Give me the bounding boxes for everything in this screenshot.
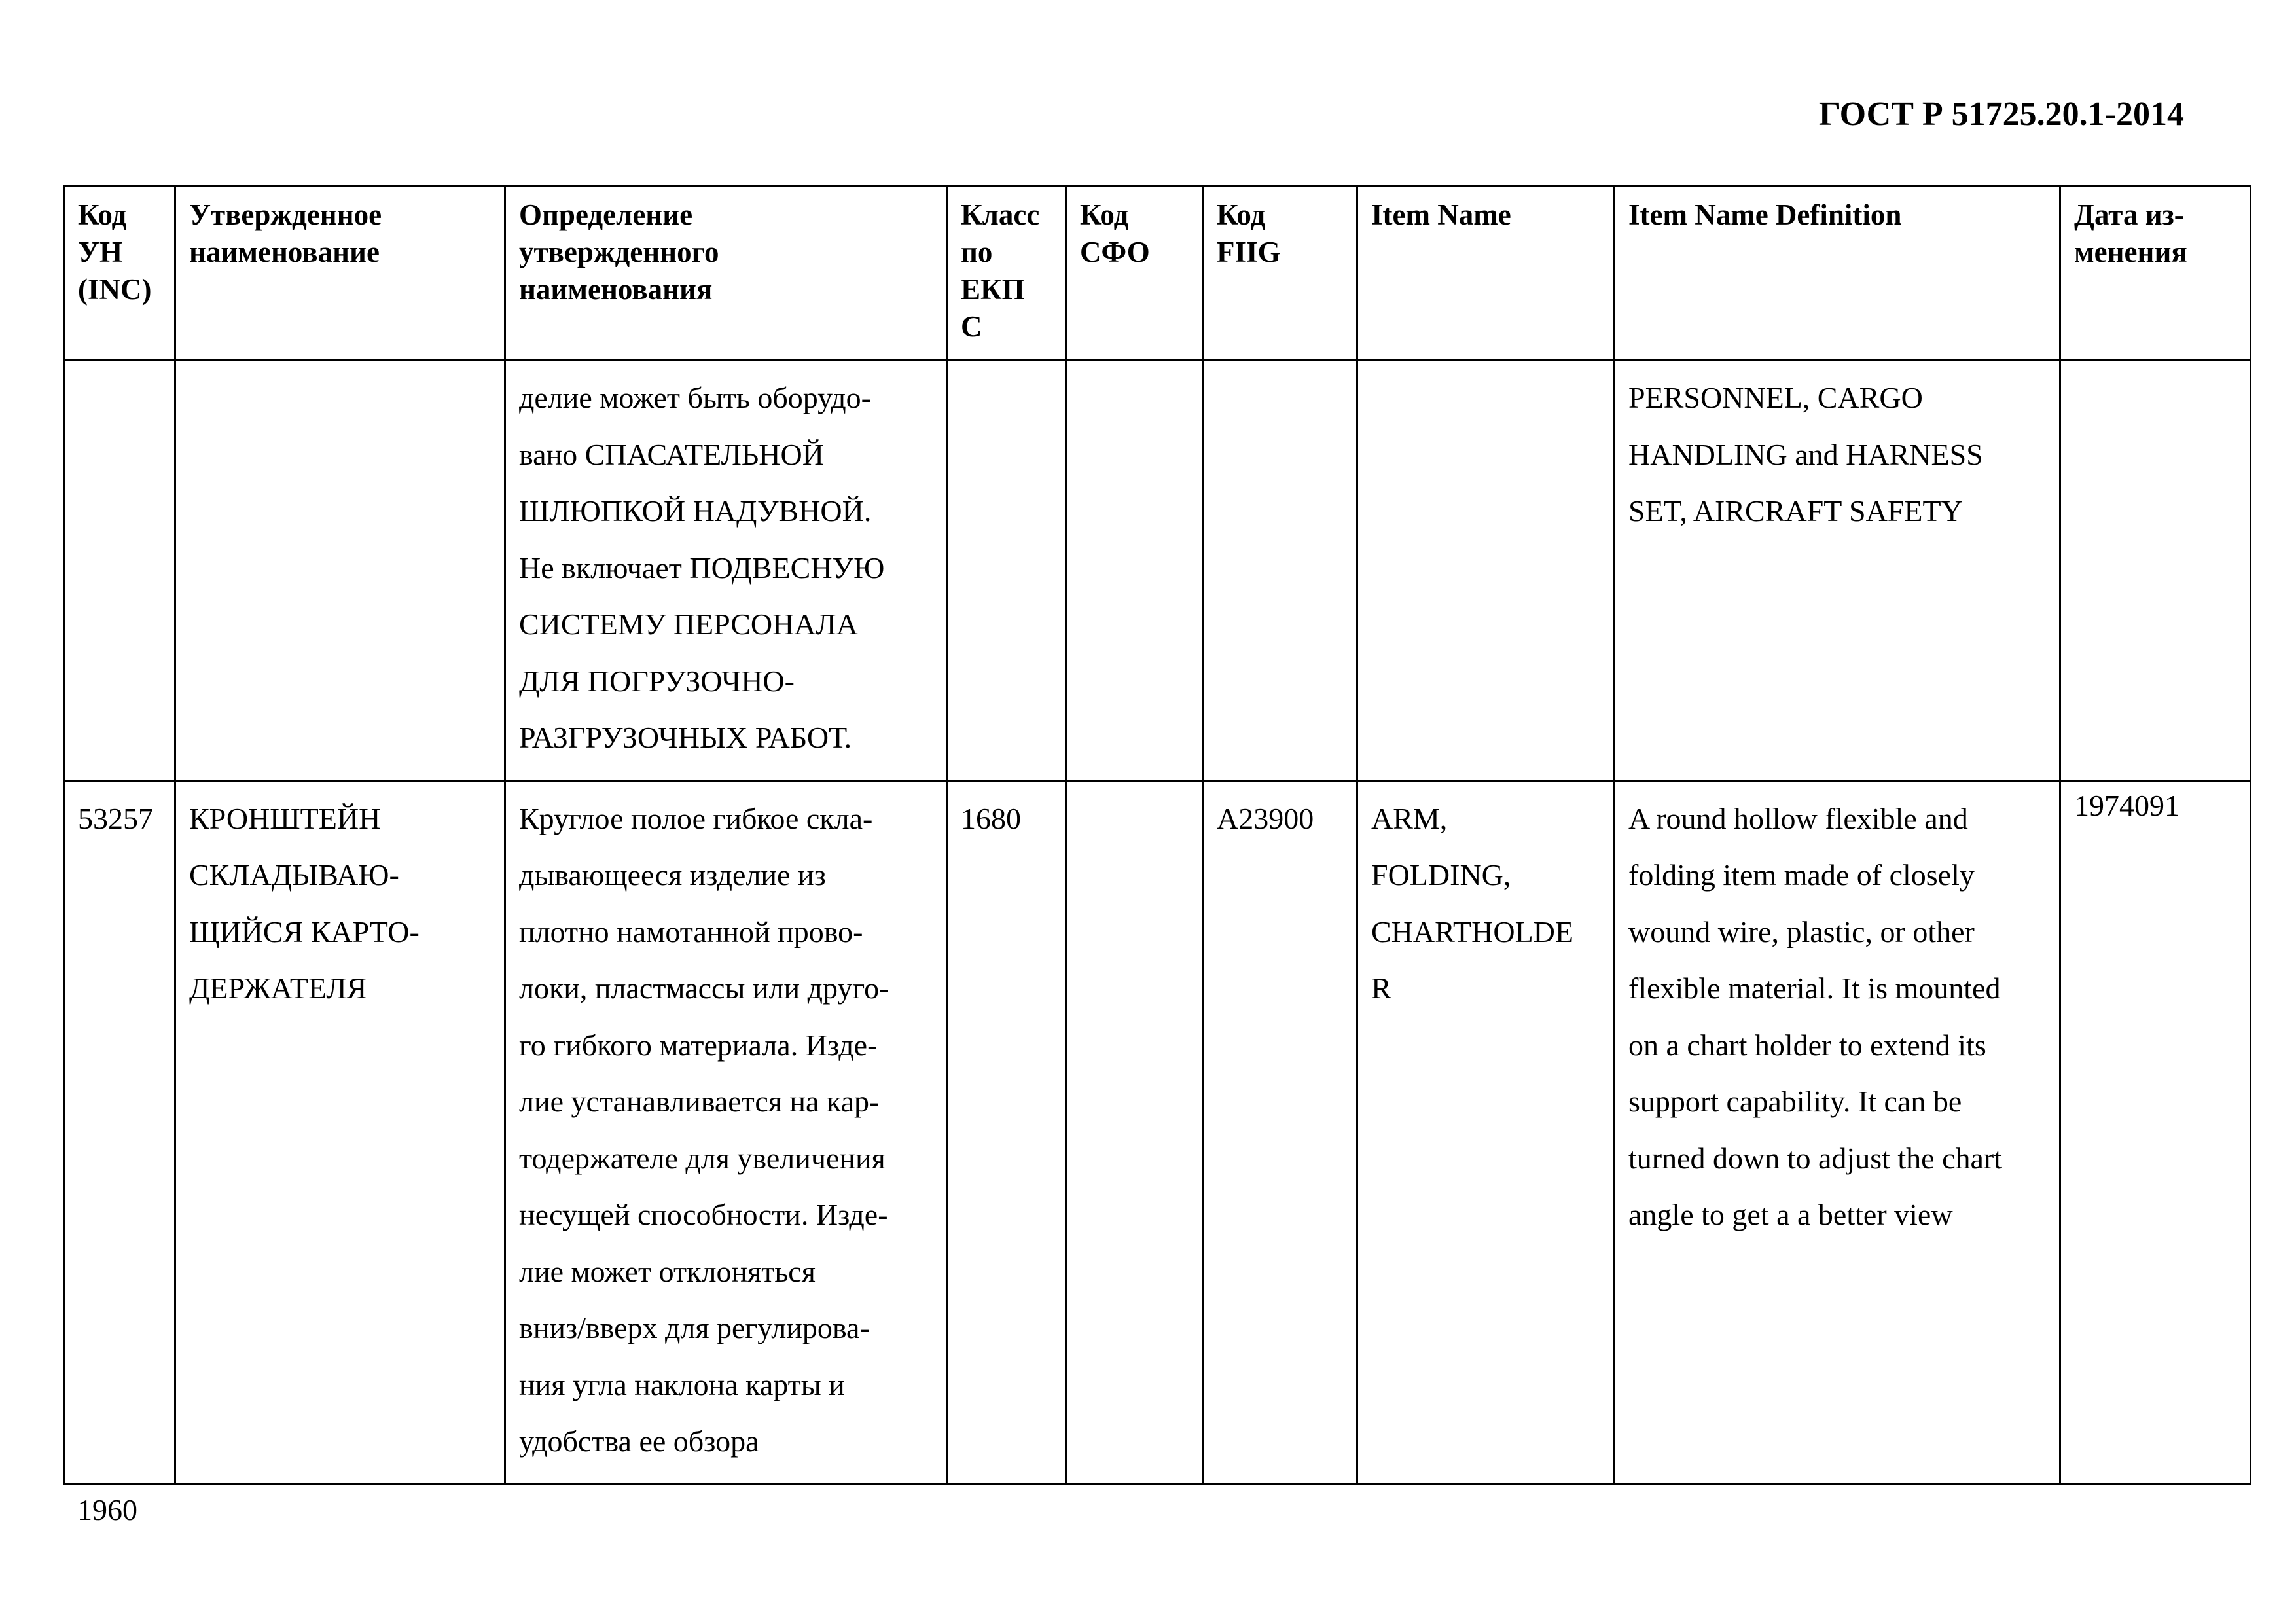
cell-text-line: локи, пластмассы или друго- (519, 971, 889, 1005)
cell-text-line: СФО (1080, 236, 1150, 268)
cell-text-line: удобства ее обзора (519, 1424, 759, 1458)
cell-text-line: ARM, (1371, 801, 1448, 835)
col-header-date (2060, 187, 2251, 360)
cell-approved-name (175, 360, 505, 781)
cell-definition (505, 780, 947, 1484)
cell-text-line: on a chart holder to extend its (1628, 1028, 1986, 1062)
cell-text-line: wound wire, plastic, or other (1628, 914, 1975, 948)
cell-text-line: плотно намотанной прово- (519, 914, 863, 948)
cell-item-name (1357, 780, 1615, 1484)
cell-text-line: Код (78, 198, 127, 231)
cell-item-name (1357, 360, 1615, 781)
cell-text-line: Круглое полое гибкое скла- (519, 801, 873, 835)
col-header-approved-name (175, 187, 505, 360)
cell-text-line: наименование (189, 236, 380, 268)
cell-text-line: по (961, 236, 993, 268)
cell-date (2060, 780, 2251, 1484)
cell-text-line: flexible material. It is mounted (1628, 971, 2001, 1005)
cell-text-line: тодержателе для увеличения (519, 1141, 886, 1175)
cell-text-line: СИСТЕМУ ПЕРСОНАЛА (519, 607, 858, 641)
cell-text-line: Не включает ПОДВЕСНУЮ (519, 550, 885, 585)
cell-text-line: делие может быть оборудо- (519, 381, 871, 414)
col-header-inc (64, 187, 175, 360)
cell-item-name-definition (1615, 780, 2060, 1484)
cell-text-line: лие устанавливается на кар- (519, 1085, 880, 1118)
cell-text-line: A23900 (1217, 801, 1314, 835)
cell-text-line: FIIG (1217, 236, 1281, 268)
col-header-class (947, 187, 1066, 360)
cell-text-line: утвержденного (519, 236, 719, 268)
cell-class (947, 360, 1066, 781)
cell-text-line: PERSONNEL, CARGO (1628, 381, 1923, 414)
cell-text-line: A round hollow flexible and (1628, 801, 1968, 835)
cell-text-line: R (1371, 971, 1391, 1005)
cell-text-line: FOLDING, (1371, 858, 1511, 892)
cell-text-line: ЩИЙСЯ КАРТО- (189, 914, 420, 948)
cell-text-line: support capability. It can be (1628, 1085, 1962, 1118)
cell-text-line: angle to get a a better view (1628, 1198, 1953, 1231)
cell-text-line: ДЕРЖАТЕЛЯ (189, 971, 367, 1005)
cell-text-line: менения (2074, 236, 2187, 268)
cell-text-line: ЕКП (961, 273, 1025, 306)
cell-text-line: Код (1217, 198, 1266, 231)
col-header-fiig (1203, 187, 1357, 360)
cell-text-line: несущей способности. Изде- (519, 1198, 888, 1231)
cell-text-line: вано СПАСАТЕЛЬНОЙ (519, 437, 824, 471)
table-row (64, 780, 2251, 1484)
cell-text-line: лие может отклоняться (519, 1254, 816, 1288)
cell-text-line: Класс (961, 198, 1040, 231)
cell-text-line: folding item made of closely (1628, 858, 1975, 892)
cell-text-line: (INC) (78, 273, 152, 306)
cell-text-line: ДЛЯ ПОГРУЗОЧНО- (519, 664, 795, 698)
cell-text-line: наименования (519, 273, 713, 306)
cell-date (2060, 360, 2251, 781)
col-header-definition (505, 187, 947, 360)
page-number: 1960 (77, 1493, 137, 1526)
cell-sfo (1066, 780, 1203, 1484)
cell-fiig (1203, 780, 1357, 1484)
cell-class (947, 780, 1066, 1484)
cell-text-line: С (961, 310, 982, 343)
cell-approved-name (175, 780, 505, 1484)
cell-inc (64, 360, 175, 781)
cell-text-line: УН (78, 236, 123, 268)
cell-fiig (1203, 360, 1357, 781)
cell-text-line: 1974091 (2074, 788, 2179, 822)
cell-text-line: Утвержденное (189, 198, 382, 231)
cell-text-line: SET, AIRCRAFT SAFETY (1628, 494, 1963, 528)
cell-text-line: 1680 (961, 801, 1021, 835)
cell-definition (505, 360, 947, 781)
catalog-table (63, 185, 2251, 1485)
cell-text-line: ния угла наклона карты и (519, 1367, 845, 1401)
cell-text-line: вниз/вверх для регулирова- (519, 1311, 870, 1344)
col-header-sfo (1066, 187, 1203, 360)
cell-text-line: Item Name (1371, 198, 1511, 231)
document-code: ГОСТ Р 51725.20.1-2014 (1818, 96, 2184, 133)
cell-text-line: КРОНШТЕЙН (189, 801, 381, 835)
cell-text-line: CHARTHOLDE (1371, 914, 1573, 948)
cell-text-line: СКЛАДЫВАЮ- (189, 858, 399, 892)
cell-text-line: РАЗГРУЗОЧНЫХ РАБОТ. (519, 721, 852, 754)
cell-sfo (1066, 360, 1203, 781)
cell-item-name-definition (1615, 360, 2060, 781)
cell-text-line: HANDLING and HARNESS (1628, 437, 1983, 471)
col-header-item-name (1357, 187, 1615, 360)
cell-text-line: ШЛЮПКОЙ НАДУВНОЙ. (519, 494, 872, 528)
cell-inc (64, 780, 175, 1484)
cell-text-line: 53257 (78, 801, 153, 835)
table-row (64, 360, 2251, 781)
cell-text-line: дывающееся изделие из (519, 858, 826, 892)
cell-text-line: Дата из- (2074, 198, 2184, 231)
col-header-item-name-definition (1615, 187, 2060, 360)
cell-text-line: Item Name Definition (1628, 198, 1902, 231)
cell-text-line: turned down to adjust the chart (1628, 1141, 2003, 1175)
cell-text-line: Определение (519, 198, 693, 231)
cell-text-line: го гибкого материала. Изде- (519, 1028, 878, 1062)
cell-text-line: Код (1080, 198, 1129, 231)
table-header-row (64, 187, 2251, 360)
